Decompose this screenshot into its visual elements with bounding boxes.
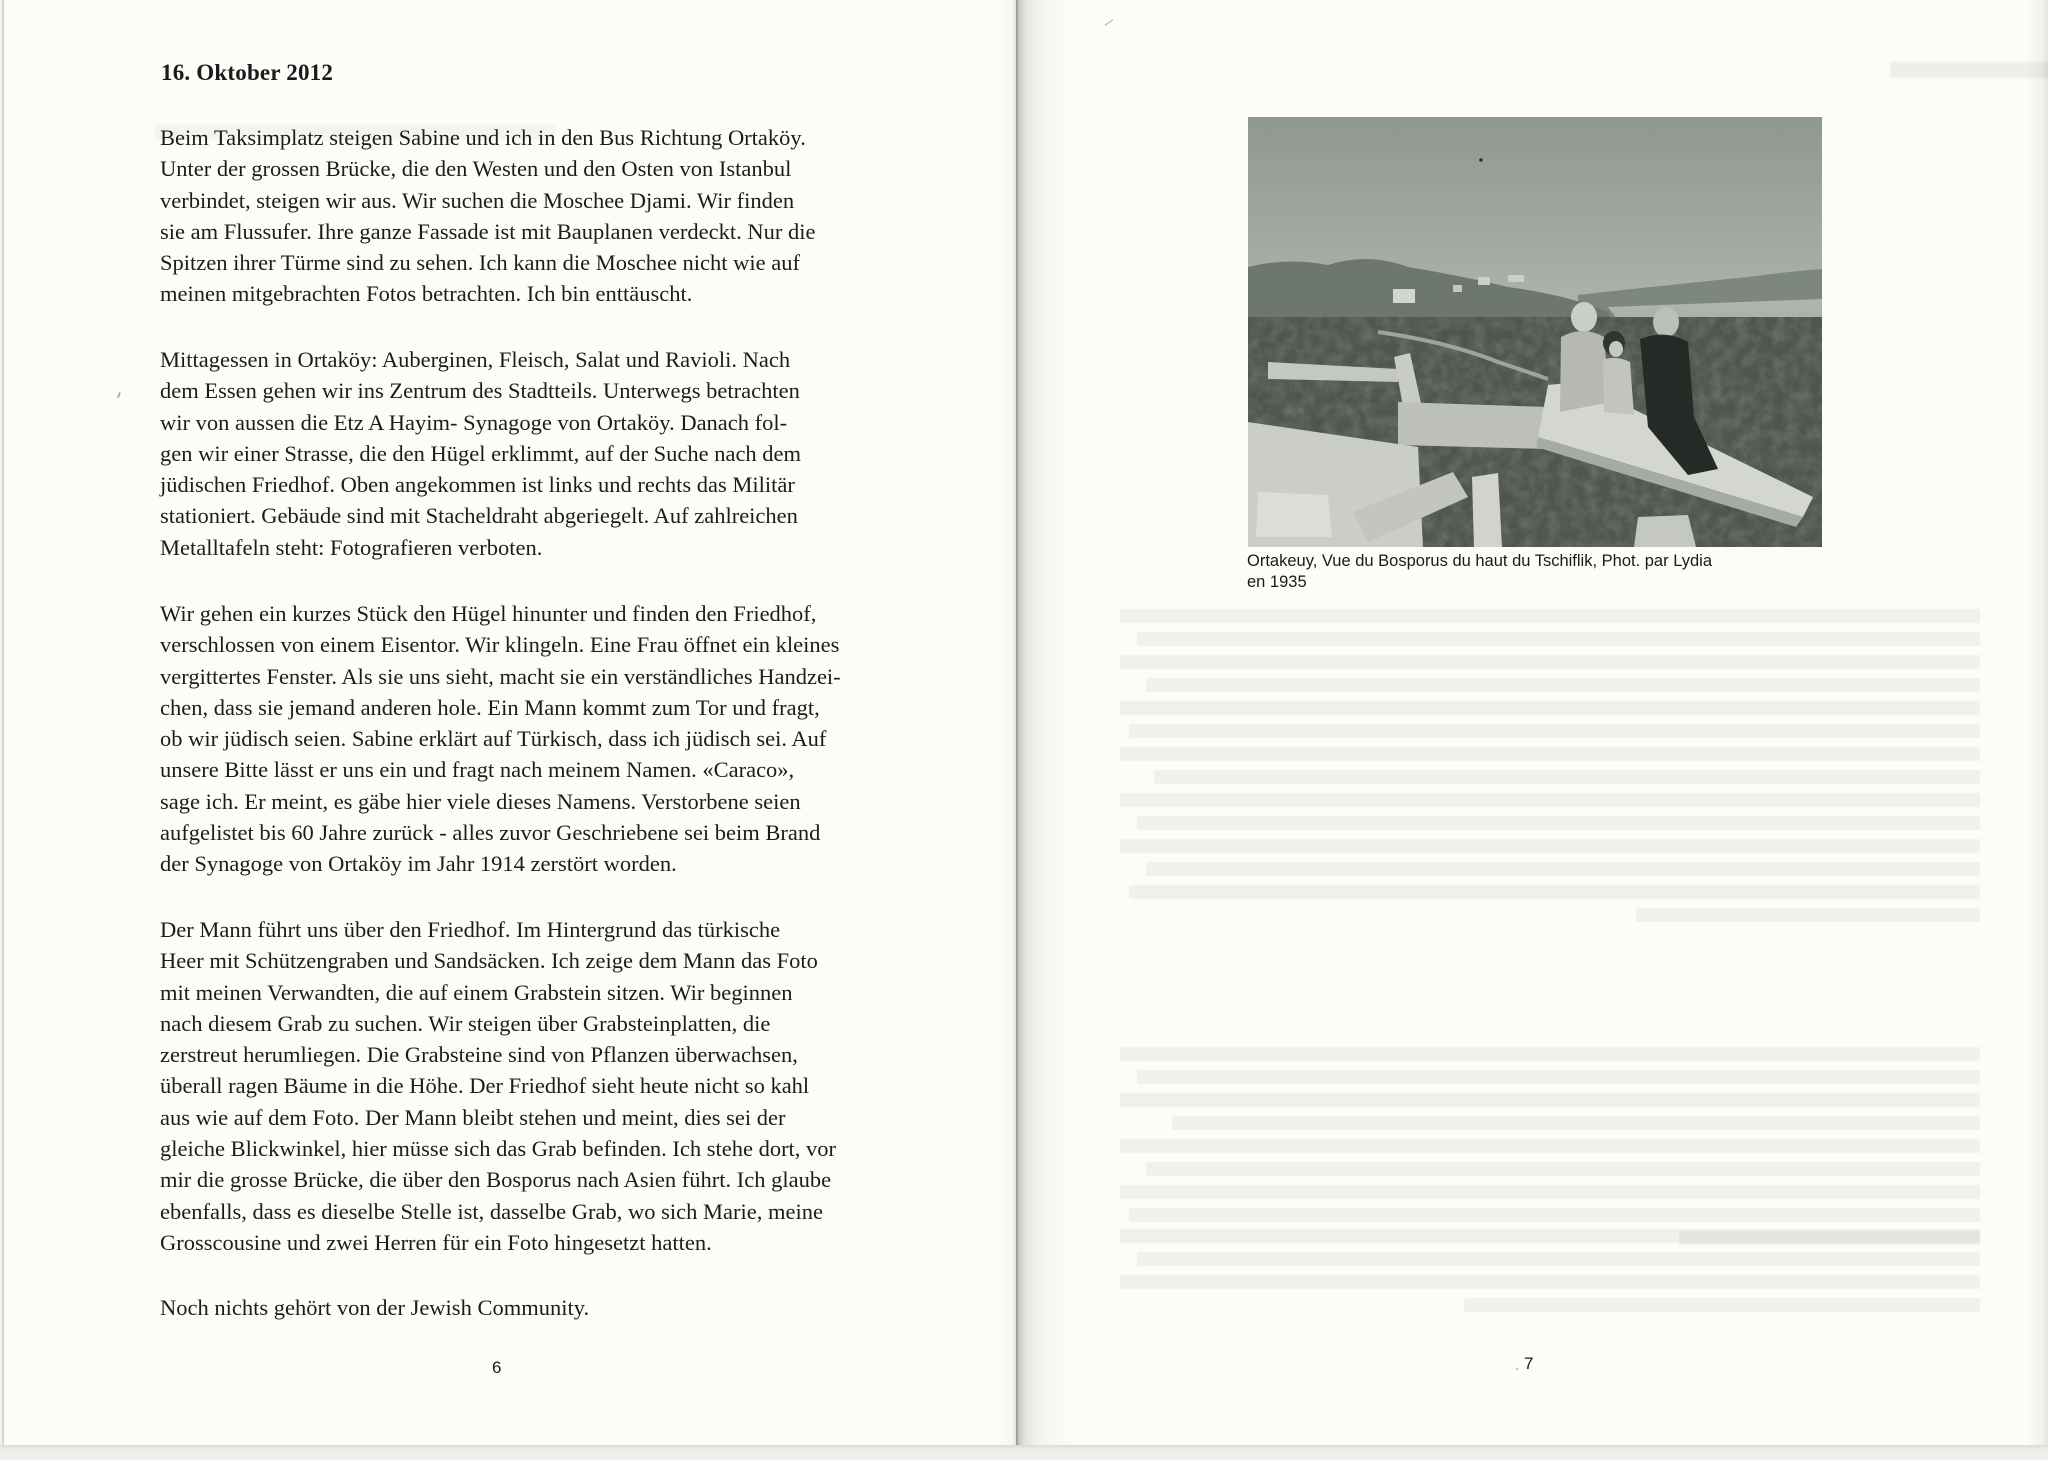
text-line: vergittertes Fenster. Als sie uns sieht, macht sie ein verständliches Handzei- bbox=[160, 663, 841, 689]
paper-speck bbox=[117, 392, 121, 398]
text-line: nach diesem Grab zu suchen. Wir steigen über Grabsteinplatten, die bbox=[160, 1010, 771, 1036]
text-line: Metalltafeln steht: Fotografieren verboten. bbox=[160, 534, 543, 560]
historical-photo bbox=[1248, 117, 1822, 547]
paragraph-4 bbox=[160, 914, 960, 1258]
caption-line: en 1935 bbox=[1247, 573, 1307, 591]
text-line: Wir gehen ein kurzes Stück den Hügel hinunter und finden den Friedhof, bbox=[160, 601, 817, 626]
text-line: Heer mit Schützengraben und Sandsäcken. Ich zeige dem Mann das Foto bbox=[160, 948, 818, 974]
text-line: unsere Bitte lässt er uns ein und fragt nach meinem Namen. «Caraco», bbox=[160, 757, 795, 783]
text-line: Beim Taksimplatz steigen Sabine und ich in den Bus Richtung Ortaköy. bbox=[160, 125, 806, 150]
text-line: Noch nichts gehört von der Jewish Community. bbox=[160, 1295, 590, 1320]
text-line: ob wir jüdisch seien. Sabine erklärt auf Türkisch, dass ich jüdisch sei. Auf bbox=[160, 726, 827, 752]
text-line: jüdischen Friedhof. Oben angekommen ist links und rechts das Militär bbox=[160, 472, 795, 498]
text-line: Mittagessen in Ortaköy: Auberginen, Fleisch, Salat und Ravioli. Nach bbox=[160, 347, 791, 372]
text-line: chen, dass sie jemand anderen hole. Ein Mann kommt zum Tor und fragt, bbox=[160, 694, 820, 720]
paper-speck bbox=[1516, 1368, 1518, 1370]
text-line: sage ich. Er meint, es gäbe hier viele dieses Namens. Verstorbene seien bbox=[160, 788, 801, 814]
text-line: der Synagoge von Ortaköy im Jahr 1914 zerstört worden. bbox=[160, 851, 677, 877]
text-line: Der Mann führt uns über den Friedhof. Im Hintergrund das türkische bbox=[160, 917, 781, 942]
text-line: Spitzen ihrer Türme sind zu sehen. Ich kann die Moschee nicht wie auf bbox=[160, 250, 801, 276]
scan-bottom-edge bbox=[0, 1445, 2048, 1460]
text-line: Unter der grossen Brücke, die den Westen und den Osten von Istanbul bbox=[160, 156, 792, 182]
paragraph-5 bbox=[160, 1292, 960, 1323]
text-line: aufgelistet bis 60 Jahre zurück - alles zuvor Geschriebene sei beim Brand bbox=[160, 820, 821, 846]
show-through-header bbox=[1890, 62, 2048, 78]
text-line: wir von aussen die Etz A Hayim- Synagoge von Ortaköy. Danach fol- bbox=[160, 409, 788, 435]
page-number: 7 bbox=[1524, 1354, 1534, 1373]
text-line: verschlossen von einem Eisentor. Wir klingeln. Eine Frau öffnet ein kleines bbox=[160, 632, 840, 658]
text-line: Grosscousine und zwei Herren für ein Foto hingesetzt hatten. bbox=[160, 1229, 712, 1255]
photo-illustration bbox=[1248, 117, 1822, 547]
caption-line: Ortakeuy, Vue du Bosporus du haut du Tschiflik, Phot. par Lydia bbox=[1247, 552, 1713, 570]
text-line: mir die grosse Brücke, die über den Bosporus nach Asien führt. Ich glaube bbox=[160, 1167, 832, 1193]
show-through-text-block bbox=[1120, 600, 1980, 930]
text-line: meinen mitgebrachten Fotos betrachten. Ich bin enttäuscht. bbox=[160, 281, 693, 307]
page-edge bbox=[2, 0, 4, 1445]
text-line: sie am Flussufer. Ihre ganze Fassade ist mit Bauplanen verdeckt. Nur die bbox=[160, 218, 816, 244]
text-line: stationiert. Gebäude sind mit Stacheldraht abgeriegelt. Auf zahlreichen bbox=[160, 503, 798, 529]
photo-caption bbox=[1247, 551, 1837, 593]
left-page bbox=[0, 0, 1016, 1445]
text-line: überall ragen Bäume in die Höhe. Der Friedhof sieht heute nicht so kahl bbox=[160, 1073, 810, 1099]
text-line: verbindet, steigen wir aus. Wir suchen die Moschee Djami. Wir finden bbox=[160, 187, 795, 213]
paragraph-3 bbox=[160, 598, 960, 880]
page-number: 6 bbox=[492, 1358, 502, 1377]
paragraph-1 bbox=[160, 122, 960, 310]
text-line: gen wir einer Strasse, die den Hügel erklimmt, auf der Suche nach dem bbox=[160, 440, 802, 466]
show-through-text-block bbox=[1120, 1220, 1980, 1320]
text-line: aus wie auf dem Foto. Der Mann bleibt stehen und meint, dies sei der bbox=[160, 1104, 786, 1130]
paper-speck bbox=[1105, 19, 1114, 26]
text-line: mit meinen Verwandten, die auf einem Grabstein sitzen. Wir beginnen bbox=[160, 979, 793, 1005]
entry-date-heading: 16. Oktober 2012 bbox=[161, 60, 334, 85]
text-line: zerstreut herumliegen. Die Grabsteine sind von Pflanzen überwachsen, bbox=[160, 1042, 798, 1068]
text-line: gleiche Blickwinkel, hier müsse sich das Grab befinden. Ich stehe dort, vor bbox=[160, 1136, 837, 1162]
text-line: dem Essen gehen wir ins Zentrum des Stadtteils. Unterwegs betrachten bbox=[160, 378, 800, 404]
text-line: ebenfalls, dass es dieselbe Stelle ist, dasselbe Grab, wo sich Marie, meine bbox=[160, 1198, 823, 1224]
paragraph-2 bbox=[160, 344, 960, 563]
